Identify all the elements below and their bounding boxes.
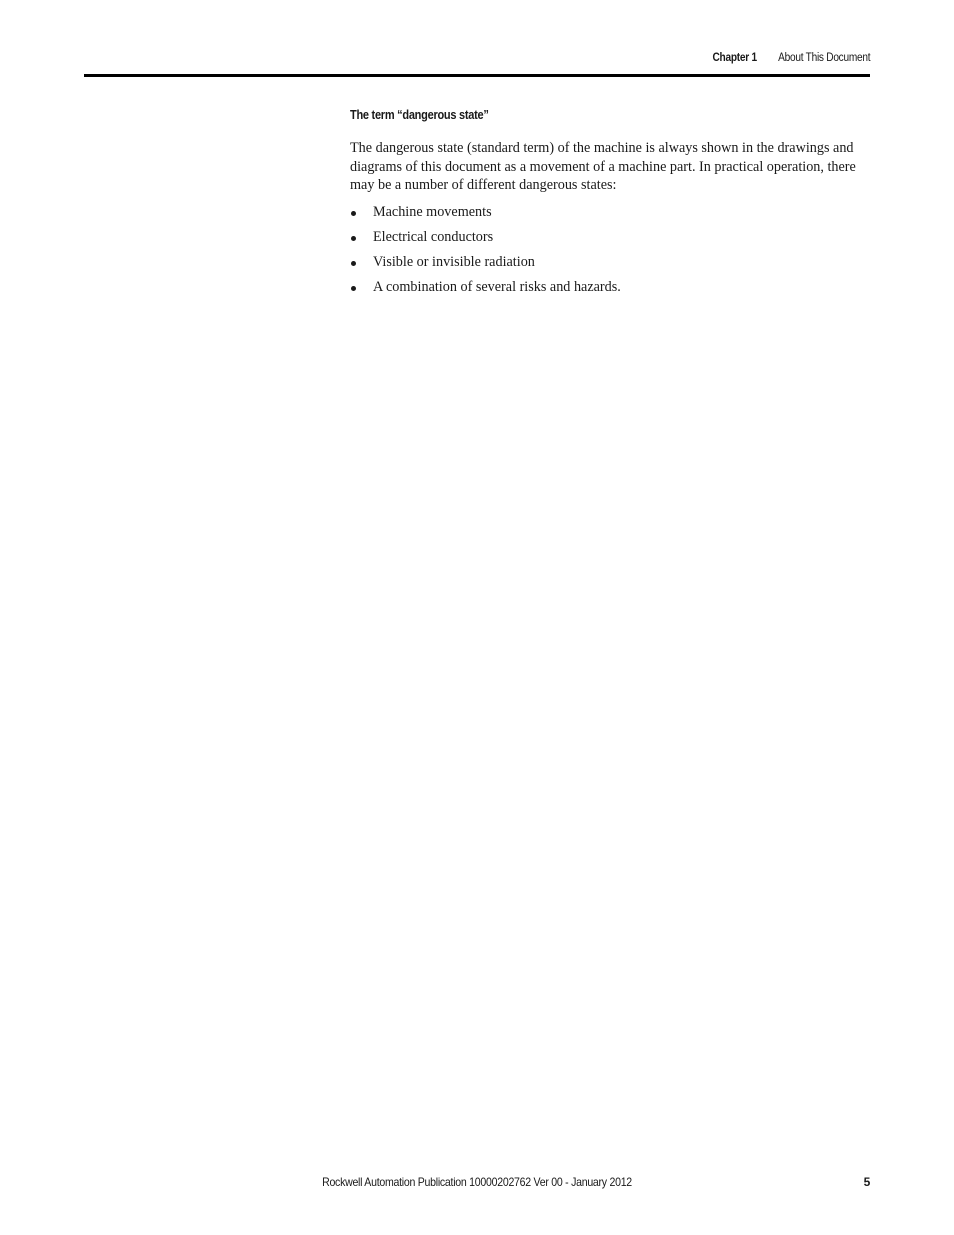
list-item	[350, 203, 870, 222]
list-item-text: Machine movements	[373, 203, 492, 220]
bullet-list	[350, 203, 870, 297]
list-item	[350, 278, 870, 297]
bullet-icon	[351, 211, 356, 216]
list-item-text: A combination of several risks and hazards.	[373, 278, 621, 295]
body-paragraph: The dangerous state (standard term) of the machine is always shown in the drawings and diagrams of this document as a movement of a machine part. In practical operation, there may be a number of different dangerous states:	[350, 140, 856, 193]
main-content	[350, 108, 870, 303]
list-item	[350, 228, 870, 247]
section-label: About This Document	[777, 52, 870, 64]
bullet-icon	[351, 261, 356, 266]
list-item	[350, 253, 870, 272]
bullet-icon	[351, 236, 356, 241]
list-item-text: Electrical conductors	[373, 228, 494, 245]
list-item-text: Visible or invisible radiation	[373, 253, 535, 270]
section-heading: The term “dangerous state”	[350, 108, 489, 122]
bullet-icon	[351, 286, 356, 291]
running-header	[712, 52, 870, 64]
header-rule	[84, 74, 870, 77]
publication-info: Rockwell Automation Publication 10000202762 Ver 00 - January 2012	[322, 1175, 632, 1189]
chapter-label: Chapter 1	[712, 52, 757, 64]
page-number: 5	[863, 1175, 870, 1189]
